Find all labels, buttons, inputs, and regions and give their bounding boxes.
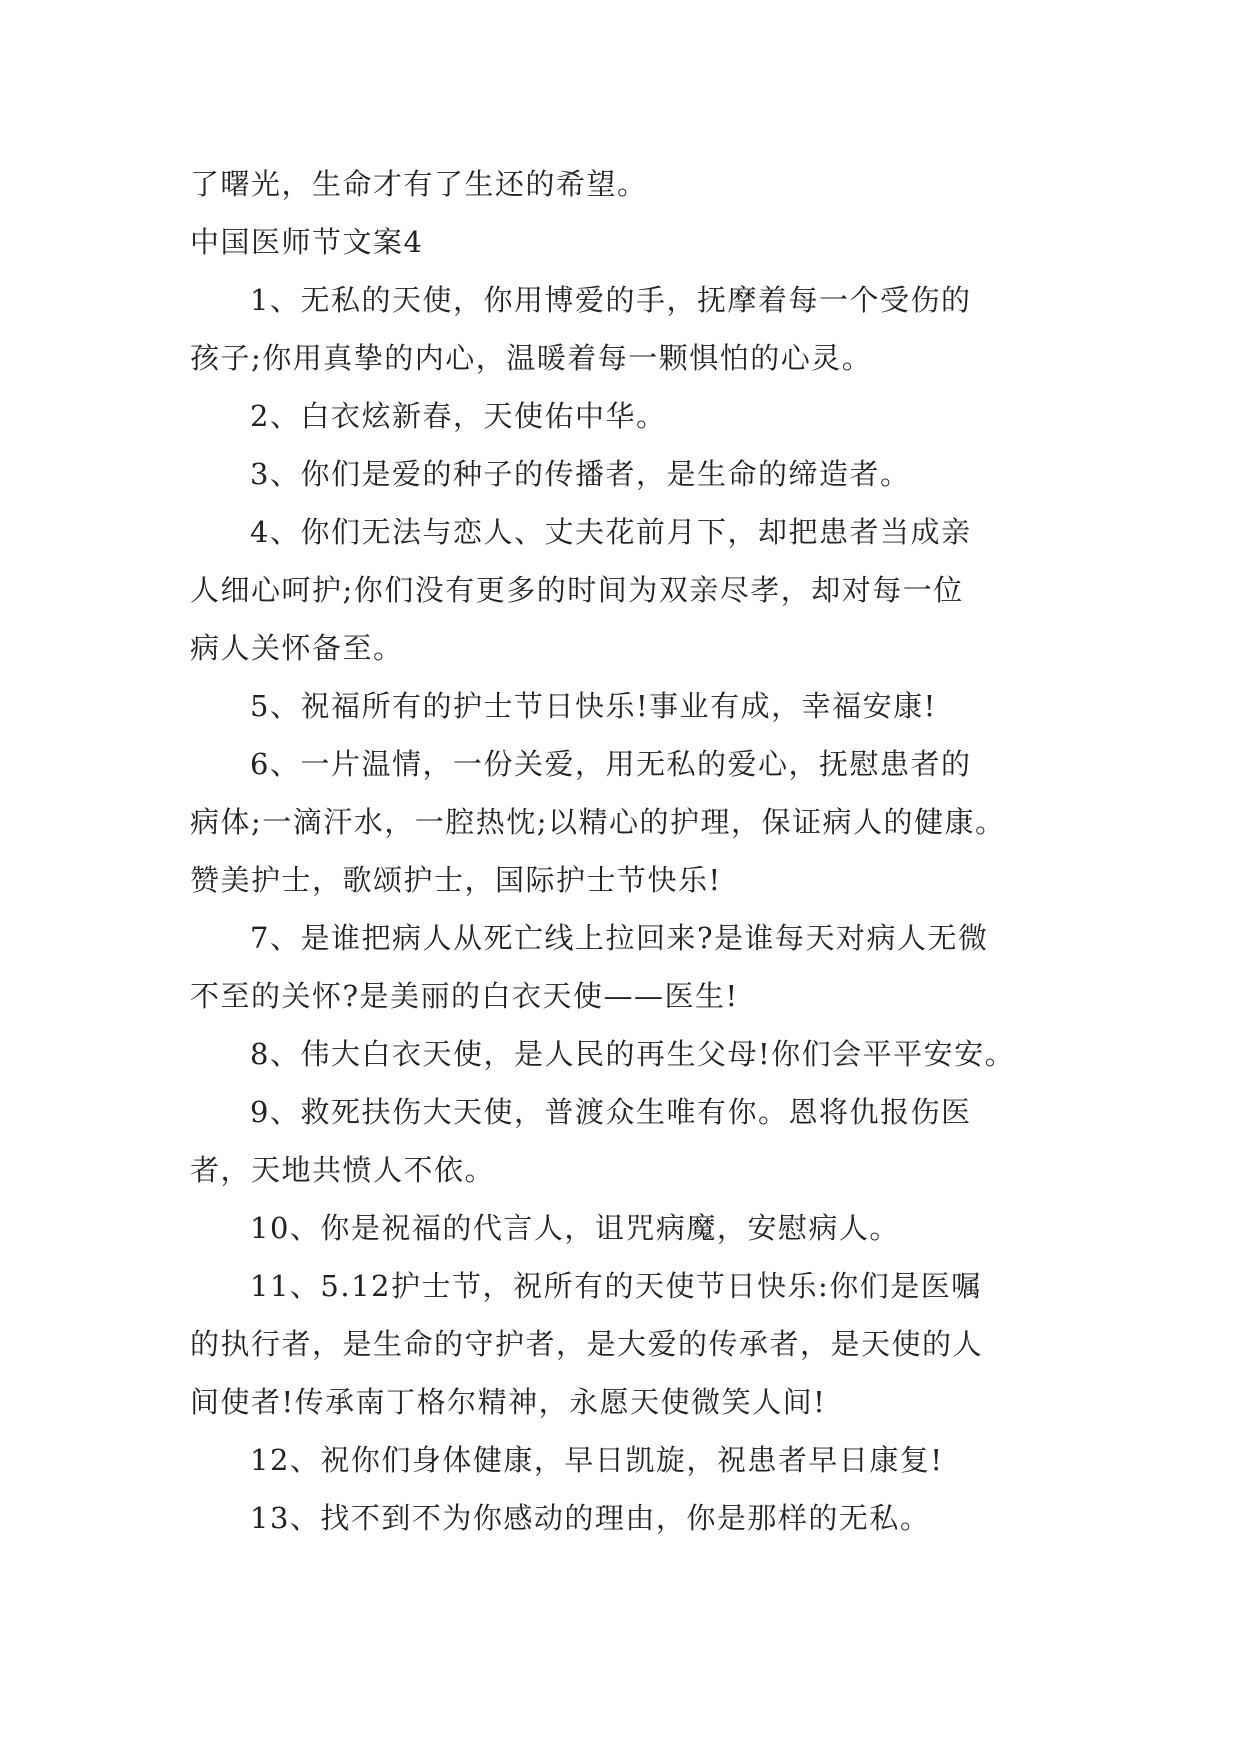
paragraph-13 [190, 1489, 1060, 1547]
paragraph-line: 12、祝你们身体健康，早日凯旋，祝患者早日康复! [250, 1443, 944, 1477]
paragraph-line: 3、你们是爱的种子的传播者，是生命的缔造者。 [250, 457, 911, 491]
paragraph-line: 间使者!传承南丁格尔精神，永愿天使微笑人间! [190, 1385, 827, 1419]
paragraph-11 [190, 1257, 1060, 1431]
paragraph-line: 10、你是祝福的代言人，诅咒病魔，安慰病人。 [250, 1211, 900, 1245]
paragraph-line: 的执行者，是生命的守护者，是大爱的传承者，是天使的人 [190, 1327, 984, 1361]
paragraph-5 [190, 677, 1060, 735]
paragraph-line: 4、你们无法与恋人、丈夫花前月下，却把患者当成亲 [250, 515, 972, 549]
continuation-text: 了曙光，生命才有了生还的希望。 [190, 167, 648, 201]
paragraph-line: 赞美护士，歌颂护士，国际护士节快乐! [190, 863, 722, 897]
paragraph-12 [190, 1431, 1060, 1489]
paragraph-line: 11、5.12护士节，祝所有的天使节日快乐:你们是医嘱 [250, 1269, 982, 1303]
paragraph-1 [190, 271, 1060, 387]
section-heading: 中国医师节文案4 [190, 225, 424, 259]
paragraph-2 [190, 387, 1060, 445]
paragraph-line: 者，天地共愤人不依。 [190, 1153, 496, 1187]
paragraph-9 [190, 1083, 1060, 1199]
paragraph-line: 不至的关怀?是美丽的白衣天使——医生! [190, 979, 739, 1013]
paragraph-line: 人细心呵护;你们没有更多的时间为双亲尽孝，却对每一位 [190, 573, 964, 607]
paragraph-line: 13、找不到不为你感动的理由，你是那样的无私。 [250, 1501, 931, 1535]
paragraph-line: 2、白衣炫新春，天使佑中华。 [250, 399, 667, 433]
paragraph-4 [190, 503, 1060, 677]
paragraph-line: 7、是谁把病人从死亡线上拉回来?是谁每天对病人无微 [250, 921, 989, 955]
document-body [190, 155, 1060, 1547]
paragraph-line: 孩子;你用真挚的内心，温暖着每一颗惧怕的心灵。 [190, 341, 873, 375]
paragraph-3 [190, 445, 1060, 503]
paragraph-10 [190, 1199, 1060, 1257]
paragraph-line: 病体;一滴汗水，一腔热忱;以精心的护理，保证病人的健康。 [190, 805, 1006, 839]
paragraph-line: 8、伟大白衣天使，是人民的再生父母!你们会平平安安。 [250, 1037, 1016, 1071]
paragraph-6 [190, 735, 1060, 909]
paragraph-line: 1、无私的天使，你用博爱的手，抚摩着每一个受伤的 [250, 283, 972, 317]
paragraph-line: 6、一片温情，一份关爱，用无私的爱心，抚慰患者的 [250, 747, 972, 781]
paragraph-line: 病人关怀备至。 [190, 631, 404, 665]
paragraph-8 [190, 1025, 1060, 1083]
paragraph-7 [190, 909, 1060, 1025]
paragraph-line: 5、祝福所有的护士节日快乐!事业有成，幸福安康! [250, 689, 937, 723]
paragraph-line: 9、救死扶伤大天使，普渡众生唯有你。恩将仇报伤医 [250, 1095, 972, 1129]
